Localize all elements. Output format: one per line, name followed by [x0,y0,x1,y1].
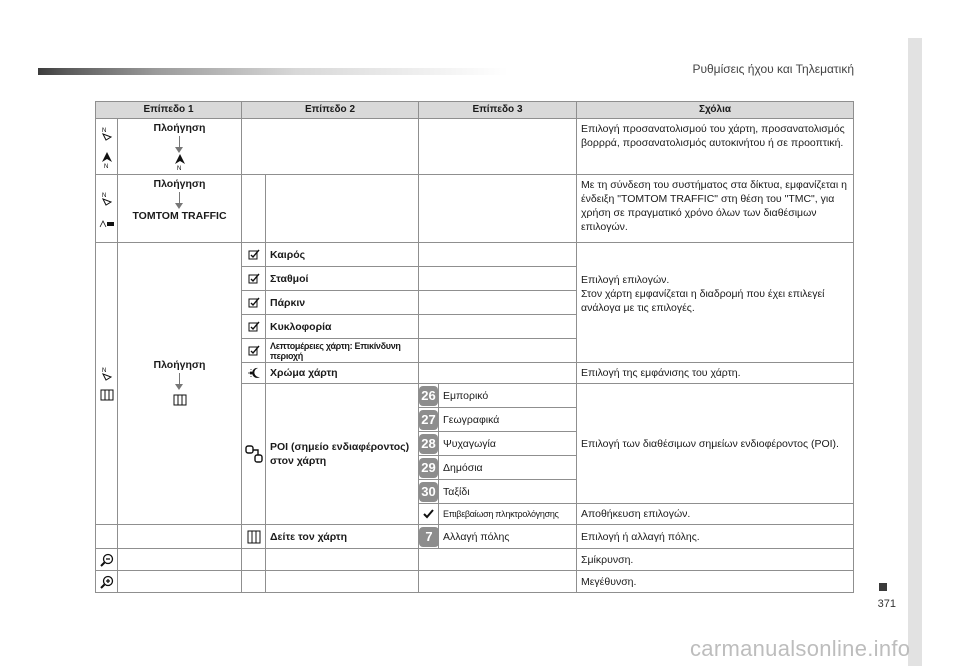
level3-cell [419,119,577,175]
header-level1: Επίπεδο 1 [96,102,242,119]
table-row [96,119,854,175]
empty-cell [242,571,266,593]
poi-label[interactable]: POI (σημείο ενδιαφέροντος) στον χάρτη [266,384,419,525]
checkmark-icon [423,509,434,519]
comment-cell: Σμίκρυνση. [577,549,854,571]
empty-cell [419,571,577,593]
option-map-details[interactable]: Λεπτομέρειες χάρτη: Επικίνδυνη περιοχή [270,340,401,361]
poi-commercial[interactable]: Εμπορικό [439,384,576,408]
checkbox-icon[interactable] [248,321,260,332]
empty-cell [118,549,242,571]
header-comments: Σχόλια [577,102,854,119]
svg-text:N: N [101,127,106,134]
comment-cell: Επιλογή της εμφάνισης του χάρτη. [577,363,854,384]
poi-leisure[interactable]: Ψυχαγωγία [439,432,576,456]
empty-cell [242,549,266,571]
arrow-down-icon [179,192,180,204]
map-color-label[interactable]: Χρώμα χάρτη [266,363,419,384]
compass-north-icon [173,153,187,171]
option-parking[interactable]: Πάρκιν [266,291,418,315]
comment-cell: Αποθήκευση επιλογών. [577,504,854,525]
page-title: Ρυθμίσεις ήχου και Τηλεματική [692,62,854,76]
see-map-label[interactable]: Δείτε τον χάρτη [266,525,419,549]
zoom-in-icon[interactable] [100,575,114,589]
table-row [96,525,854,549]
arrow-down-icon [179,136,180,148]
arrow-down-icon [179,373,180,385]
comment-cell: Μεγέθυνση. [577,571,854,593]
map-layers-icon [99,387,115,403]
change-city-button[interactable]: Αλλαγή πόλης [439,525,577,549]
icon-cell [96,243,118,525]
empty-cell [419,549,577,571]
poi-number-column [419,384,439,504]
poi-number: 29 [419,458,438,478]
option-weather[interactable]: Καιρός [266,243,418,267]
icon-cell [96,549,118,571]
comment-cell: Με τη σύνδεση του συστήματος στα δίκτυα, εμφανίζεται η ένδειξη "TOMTOM TRAFFIC" στη θέση του "TMC", για χρήση σε πραγματικό χρόνο όλων των διαθέσιμων επιλογών. [577,175,854,243]
poi-number: 30 [419,482,438,502]
table-header-row [96,102,854,119]
city-number: 7 [419,527,439,547]
page-number: 371 [877,598,896,610]
poi-number: 26 [419,386,438,406]
check-icon-column [242,243,266,363]
poi-travel[interactable]: Ταξίδι [443,485,470,498]
level2-cell [242,119,419,175]
svg-text:N: N [101,367,106,374]
comment-cell: Επιλογή προσανατολισμού του χάρτη, προσανατολισμός βορρρά, προσανατολισμός αυτοκινήτου ή σε προοπτική. [577,119,854,175]
poi-number: 27 [419,410,438,430]
level1-cell [118,243,242,525]
comment-cell: Επιλογή ή αλλαγή πόλης. [577,525,854,549]
day-night-icon [247,367,261,379]
empty-cell [118,525,242,549]
svg-text:N: N [101,192,106,199]
icon-cell [96,571,118,593]
compass-north-icon [100,151,114,169]
tomtom-traffic-label: TOMTOM TRAFFIC [132,210,227,222]
level3-cell [419,363,577,384]
nav-arrow-icon [100,125,114,141]
svg-text:N: N [103,163,108,169]
poi-category-column [439,384,577,504]
map-layers-icon [172,392,188,408]
side-strip [908,38,922,666]
option-traffic[interactable]: Κυκλοφορία [266,315,418,339]
level2-cell [266,175,419,243]
icon-cell [242,525,266,549]
zoom-out-icon[interactable] [100,553,114,567]
nav-arrow-icon [100,365,114,381]
empty-cell [118,571,242,593]
poi-number: 28 [419,434,438,454]
empty-cell [266,571,419,593]
comment-cell: Επιλογή των διαθέσιμων σημείων ενδιοφέροντος (POI). [577,384,854,504]
svg-text:N: N [176,166,181,171]
settings-table [95,101,854,593]
watermark: carmanualsonline.info [690,636,911,661]
table-row [96,549,854,571]
level1-cell [118,175,242,243]
level2-icon-cell [242,175,266,243]
level1-label: Πλοήγηση [153,178,206,190]
option-stations[interactable]: Σταθμοί [266,267,418,291]
poi-icon [245,445,263,463]
check-label-column [266,243,419,363]
page-marker [879,583,887,591]
icon-cell [96,119,118,175]
map-icon [246,529,262,545]
level1-label: Πλοήγηση [153,122,206,134]
level1-label: Πλοήγηση [153,359,206,371]
icon-cell [96,175,118,243]
header-level3: Επίπεδο 3 [419,102,577,119]
checkbox-icon[interactable] [248,249,260,260]
table-row [96,243,854,363]
confirm-entry-button[interactable]: Επιβεβαίωση πληκτρολόγησης [439,504,577,525]
checkbox-icon[interactable] [248,273,260,284]
traffic-icon [99,220,115,228]
comment-cell: Επιλογή επιλογών. Στον χάρτη εμφανίζεται η διαδρομή που έχει επιλεγεί ανάλογα με τις επιλογές. [577,243,854,363]
checkbox-icon[interactable] [248,297,260,308]
empty-cell [266,549,419,571]
icon-cell [419,525,439,549]
table-row [96,571,854,593]
icon-cell [419,504,439,525]
empty-cell [96,525,118,549]
level3-column [419,243,577,363]
level3-cell [419,175,577,243]
icon-cell [242,384,266,525]
poi-geographic[interactable]: Γεωγραφικά [439,408,576,432]
icon-cell [242,363,266,384]
level1-cell [118,119,242,175]
header-bar [38,68,508,75]
poi-public[interactable]: Δημόσια [439,456,576,480]
checkbox-icon[interactable] [248,345,260,356]
nav-arrow-icon [100,190,114,206]
header-level2: Επίπεδο 2 [242,102,419,119]
table-row [96,175,854,243]
